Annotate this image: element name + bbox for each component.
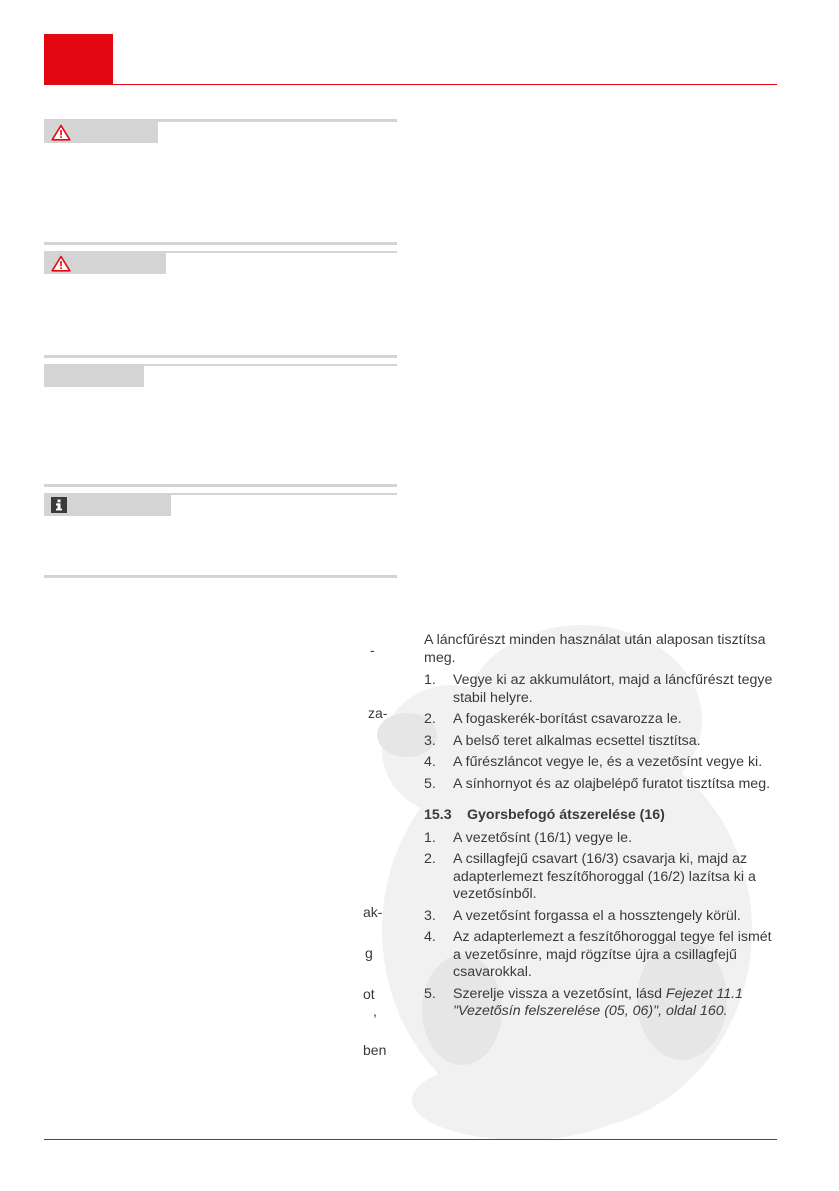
warning-icon [51, 124, 71, 141]
notice-warning-2 [44, 251, 397, 253]
list-item: 2. A csillagfejű csavart (16/3) csavarja ki, majd az adapterlemezt feszítőhoroggal (16/2) lazítsa ki a vezetősínből. [424, 851, 756, 902]
header-rule [44, 84, 777, 85]
warning-icon [51, 255, 71, 272]
list-item: 1. A vezetősínt (16/1) vegye le. [424, 829, 633, 846]
notice-warning-1 [44, 119, 397, 122]
cleaning-steps-list [424, 672, 776, 793]
notice-info [44, 493, 397, 495]
section-heading: 15.3 Gyorsbefogó átszerelése (16) [424, 807, 665, 823]
list-item: 3. A belső teret alkalmas ecsettel tisztítsa. [424, 732, 701, 749]
list-item: 5. Szerelje vissza a vezetősínt, lásd Fejezet 11.1 "Vezetősín felszerelése (05, 06)", oldal 160. [424, 985, 743, 1019]
chapter-reference-link[interactable]: Fejezet 11.1 "Vezetősín felszerelése (05, 06)", oldal 160 [453, 985, 743, 1019]
list-item: 5. A sínhornyot és az olajbelépő furatot tisztítsa meg. [424, 775, 771, 792]
list-item: 1. Vegye ki az akkumulátort, majd a láncfűrészt tegye stabil helyre. [424, 672, 773, 706]
cleaning-section [424, 632, 776, 1025]
list-item: 4. Az adapterlemezt a feszítőhoroggal tegye fel ismét a vezetősínre, majd rögzítse újra a csillagfejű csavarokkal. [424, 929, 772, 980]
intro-paragraph: A láncfűrészt minden használat után alaposan tisztítsa meg. [424, 632, 766, 666]
left-column-fragment: - [370, 642, 375, 658]
left-column-fragment: , [373, 1003, 377, 1019]
notice-caution [44, 364, 397, 366]
chapter-color-block [44, 34, 113, 85]
notice-divider [44, 484, 397, 487]
list-item: 3. A vezetősínt forgassa el a hossztengely körül. [424, 907, 741, 924]
left-column-fragment: g [365, 945, 373, 961]
left-column-fragment: ot [363, 986, 375, 1002]
notice-divider [44, 575, 397, 578]
notice-divider [44, 355, 397, 358]
list-item: 2. A fogaskerék-borítást csavarozza le. [424, 711, 682, 727]
left-column-fragment: ben [363, 1042, 387, 1058]
footer-rule [44, 1139, 777, 1140]
info-icon [51, 497, 67, 513]
list-item: 4. A fűrészláncot vegye le, és a vezetősínt vegye ki. [424, 754, 763, 770]
left-column-fragment: za- [368, 705, 388, 721]
conversion-steps-list [424, 830, 776, 1021]
notice-divider [44, 242, 397, 245]
left-column-fragment: ak- [363, 904, 383, 920]
